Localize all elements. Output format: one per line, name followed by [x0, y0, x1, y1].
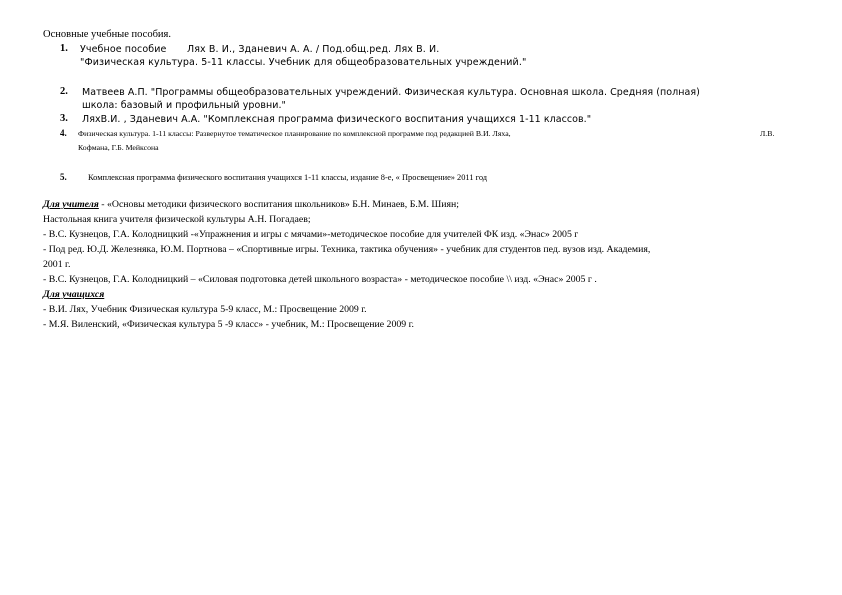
list-item-text: ЛяхВ.И. , Зданевич А.А. "Комплексная программа физического воспитания учащихся 1-11 классов."	[82, 114, 592, 125]
teacher-line: Настольная книга учителя физической культуры А.Н. Погадаев;	[43, 214, 311, 225]
list-number: 1.	[60, 43, 68, 54]
list-item-text: Лях В. И., Зданевич А. А. / Под.общ.ред. Лях В. И.	[187, 44, 440, 55]
list-item-text: Физическая культура. 1-11 классы: Развернутое тематическое планирование по комплексной программе под редакцией В.И. Ляха,	[78, 129, 511, 138]
list-item-text: Комплексная программа физического воспитания учащихся 1-11 классы, издание 8-е, « Просвещение» 2011 год	[88, 173, 488, 182]
teacher-line: 2001 г.	[43, 259, 71, 270]
students-line: - М.Я. Виленский, «Физическая культура 5 -9 класс» - учебник, М.: Просвещение 2009 г.	[43, 319, 414, 330]
list-item-text: Л.В.	[760, 129, 775, 138]
list-item-text: школа: базовый и профильный уровни."	[82, 100, 286, 111]
list-number: 2.	[60, 86, 68, 97]
teacher-line: - В.С. Кузнецов, Г.А. Колодницкий -«Упражнения и игры с мячами»-методическое пособие для учителей ФК изд. «Энас» 2005 г	[43, 229, 579, 240]
list-number: 3.	[60, 113, 68, 124]
list-item-text: Матвеев А.П. "Программы общеобразовательных учреждений. Физическая культура. Основная школа. Средняя (полная)	[82, 87, 700, 98]
section-heading: Основные учебные пособия.	[43, 29, 171, 40]
teacher-line: - В.С. Кузнецов, Г.А. Колодницкий – «Силовая подготовка детей школьного возраста» - методическое пособие \\ изд. «Энас» 2005 г .	[43, 274, 597, 285]
list-item-text: Учебное пособие	[80, 44, 167, 55]
students-line: - В.И. Лях, Учебник Физическая культура 5-9 класс, М.: Просвещение 2009 г.	[43, 304, 367, 315]
teacher-line-text: - «Основы методики физического воспитания школьников» Б.Н. Минаев, Б.М. Шиян;	[98, 199, 459, 210]
teacher-label: Для учителя	[43, 199, 99, 210]
list-item-text: "Физическая культура. 5-11 классы. Учебник для общеобразовательных учреждений."	[80, 57, 527, 68]
students-label: Для учащихся	[43, 289, 105, 300]
list-number: 4.	[60, 128, 67, 138]
teacher-line: - Под ред. Ю.Д. Железняка, Ю.М. Портнова – «Спортивные игры. Техника, тактика обучения» - учебник для студентов пед. вузов изд. Академия,	[43, 244, 651, 255]
list-item-text: Кофмана, Г.Б. Мейксона	[78, 143, 159, 152]
teacher-line	[43, 199, 459, 210]
list-number: 5.	[60, 172, 67, 182]
